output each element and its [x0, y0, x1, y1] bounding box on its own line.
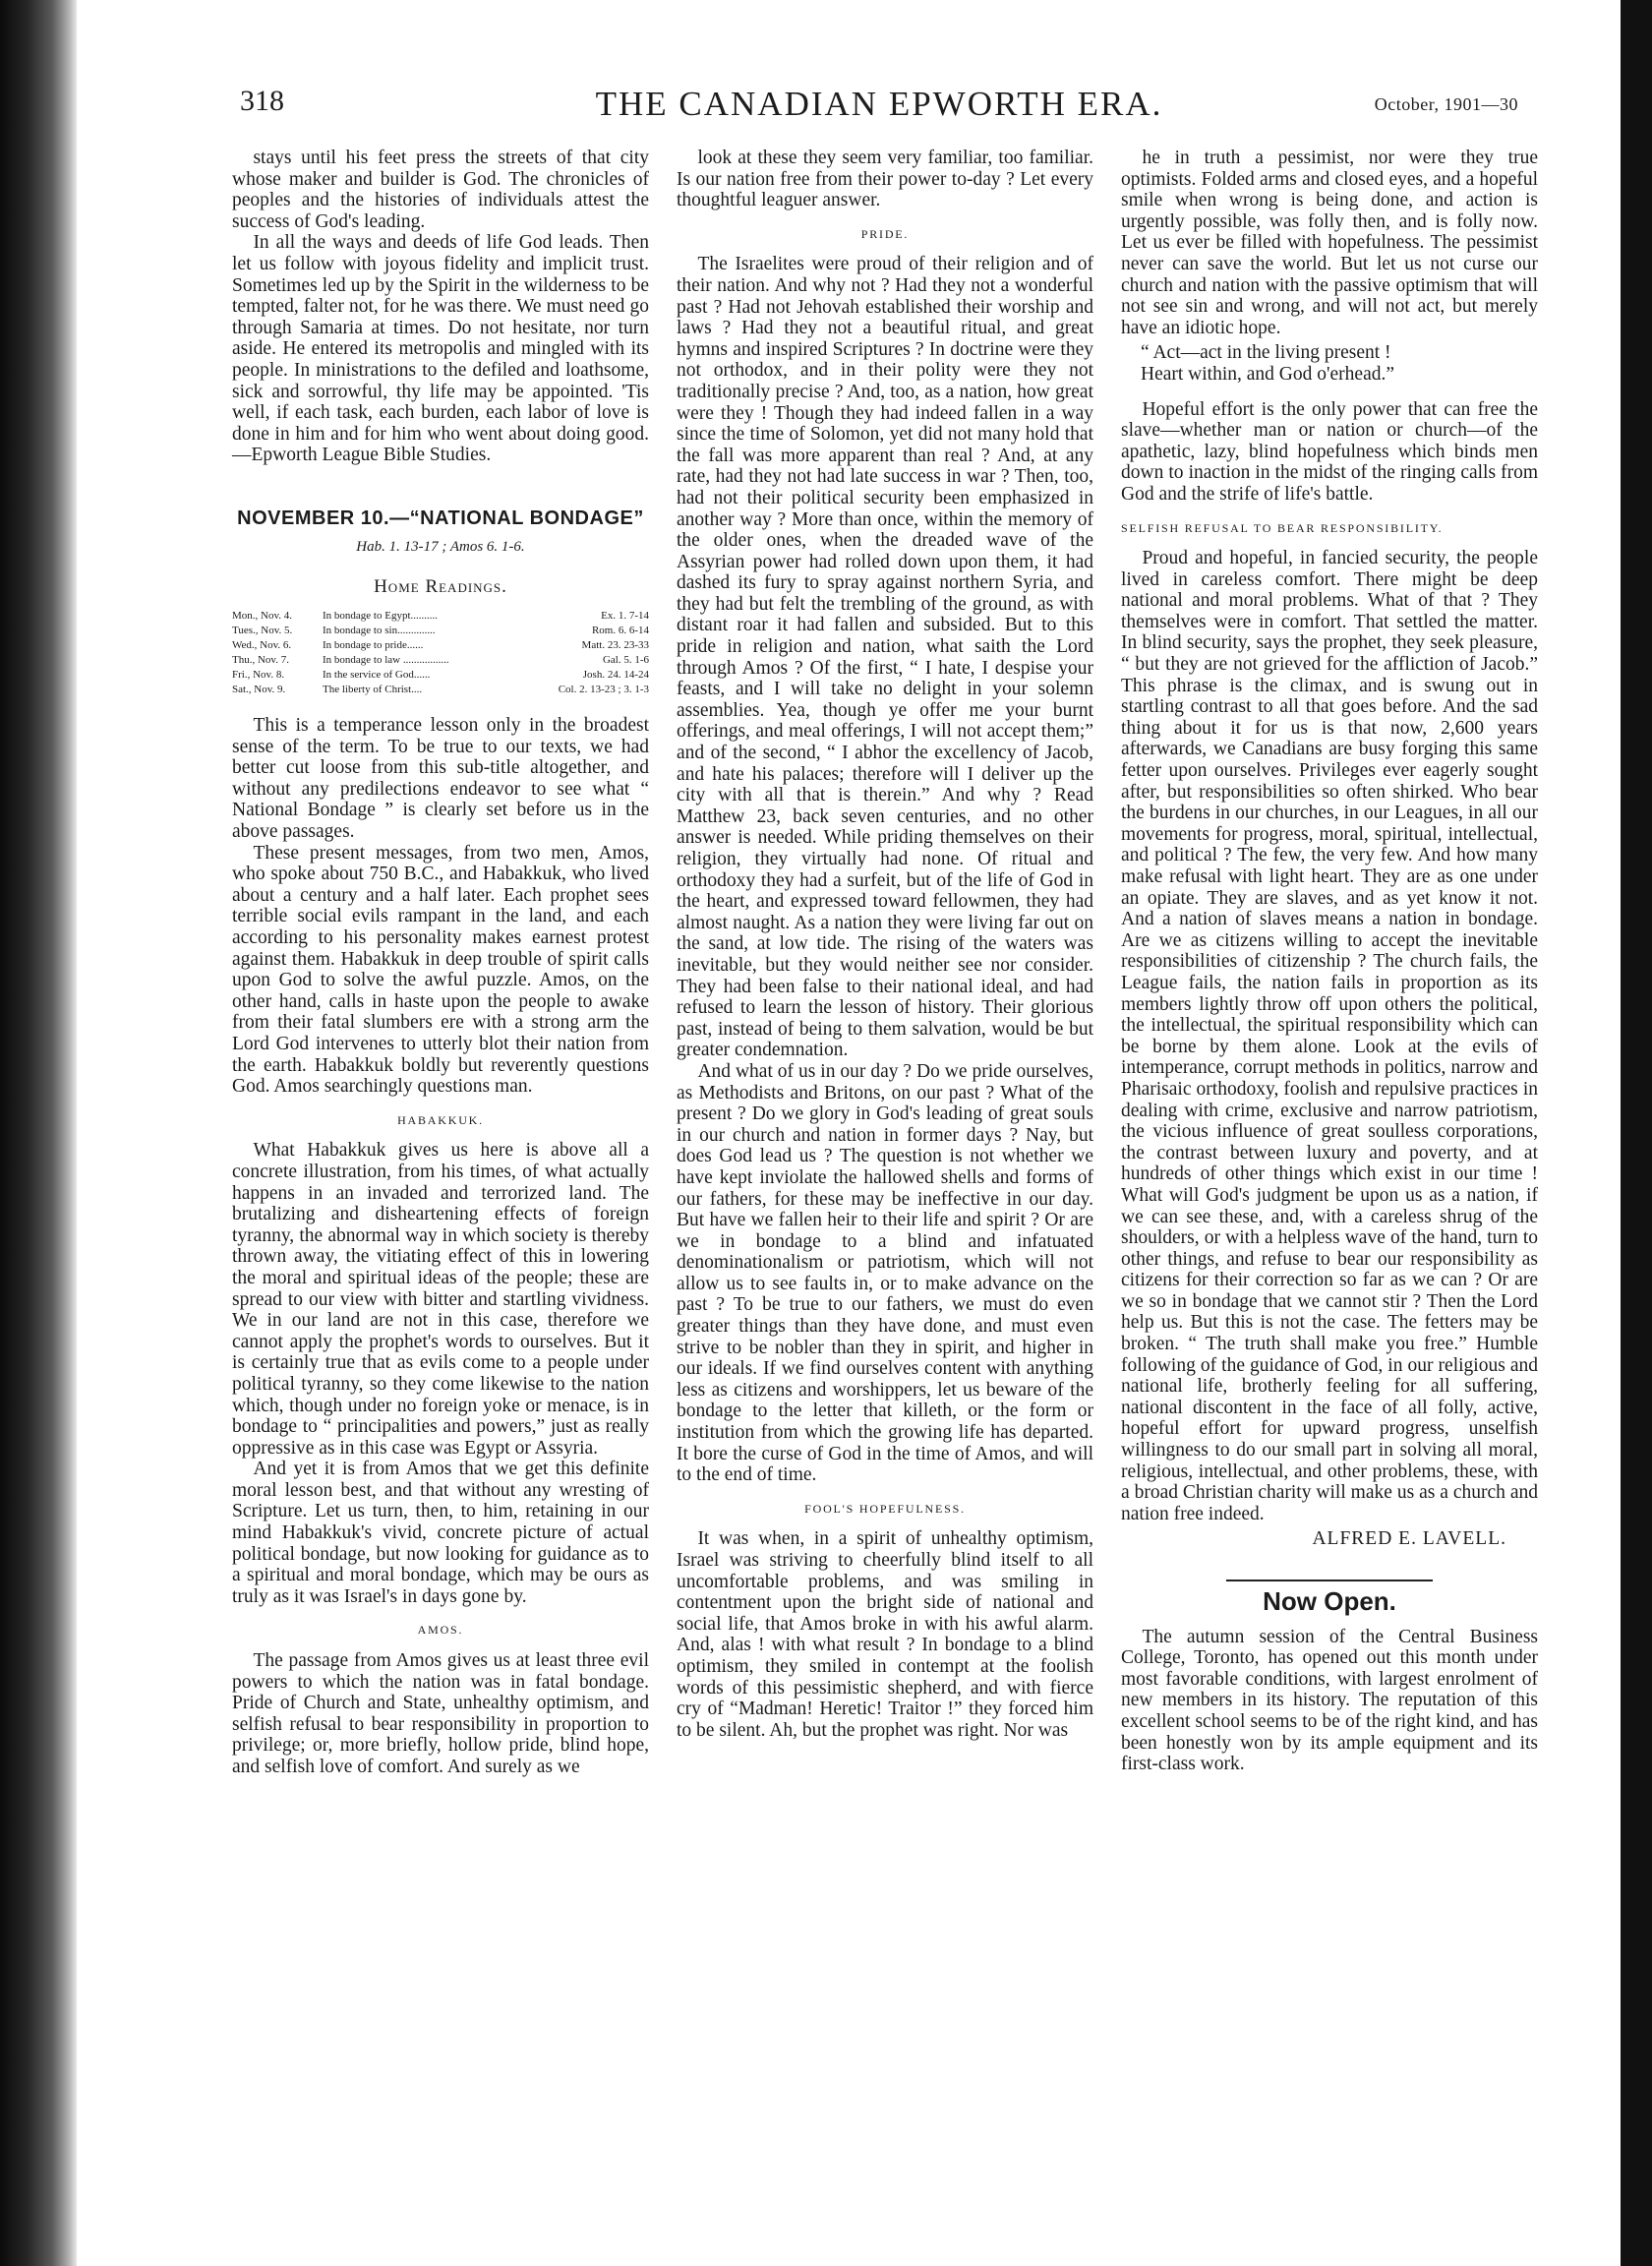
- reading-ref: Col. 2. 13-23 ; 3. 1-3: [558, 684, 649, 696]
- column-3: [1121, 148, 1538, 1775]
- table-row: [232, 624, 649, 638]
- notice-heading: Now Open.: [1263, 1586, 1396, 1616]
- reading-text: In bondage to Egypt..........: [323, 610, 439, 623]
- journal-title: THE CANADIAN EPWORTH ERA.: [595, 85, 1163, 123]
- home-readings-table: [232, 609, 649, 697]
- paragraph: The passage from Amos gives us at least three evil powers to which the nation was in fatal bondage. Pride of Church and State, unhealthy optimism, and selfish refusal to bear responsibility in proportion to privilege; or, more briefly, hollow pride, blind hope, and selfish love of comfort. And surely as we: [232, 1650, 649, 1777]
- paragraph: The autumn session of the Central Business College, Toronto, has opened out this month under most favorable conditions, with largest enrolment of new members in its history. The reputation of this excellent school seems to be of the right kind, and has been honestly won by its ample equipment and its first-class work.: [1121, 1626, 1538, 1775]
- section-heading-amos: AMOS.: [417, 1623, 464, 1638]
- reading-day: Tues., Nov. 5.: [232, 625, 293, 637]
- paragraph: And yet it is from Amos that we get this definite moral lesson best, and that without any wresting of Scripture. Let us turn, then, to him, retaining in our mind Habakkuk's vivid, concrete picture of actual political bondage, but now looking for guidance as to a spiritual and moral bondage, which may be ours as truly as it was Israel's in days gone by.: [232, 1459, 649, 1607]
- lesson-scripture-refs: Hab. 1. 13-17 ; Amos 6. 1-6.: [356, 538, 525, 555]
- poem-line: Heart within, and God o'erhead.”: [1141, 363, 1395, 385]
- paragraph: These present messages, from two men, Amos, who spoke about 750 B.C., and Habakkuk, who lived about a century and a half later. Each prophet sees terrible social evils rampant in the land, and each according to his personality makes earnest protest against them. Habakkuk in deep trouble of spirit calls upon God to solve the awful puzzle. Amos, on the other hand, calls in haste upon the people to awake from their fatal slumbers ere with a strong arm the Lord God intervenes to utterly blot their nation from the earth. Habakkuk boldly but reverently questions God. Amos searchingly questions man.: [232, 842, 649, 1098]
- lesson-heading: NOVEMBER 10.—“NATIONAL BONDAGE”: [237, 507, 644, 529]
- reading-ref: Gal. 5. 1-6: [602, 654, 649, 667]
- reading-ref: Ex. 1. 7-14: [601, 610, 649, 623]
- reading-ref: Matt. 23. 23-33: [581, 639, 649, 652]
- table-row: [232, 609, 649, 624]
- paragraph: he in truth a pessimist, nor were they true optimists. Folded arms and closed eyes, and a hopeful smile when wrong is being done, and action is urgently possible, was folly then, and is folly now. Let us ever be filled with hopefulness. The pessimist never can save the world. But let us not curse our church and nation with the passive optimism that will not see sin and wrong, and will not act, but merely have an idiotic hope.: [1121, 148, 1538, 338]
- author-signature: ALFRED E. LAVELL.: [1312, 1528, 1506, 1550]
- paragraph: And what of us in our day ? Do we pride ourselves, as Methodists and Britons, on our past ? What of the present ? Do we glory in God's leading of great souls in our church and nation in former days ? Nay, but does God lead us ? The question is not whether we have kept inviolate the hallowed shells and forms of our fathers, for these may be ineffective in our day. But have we fallen heir to their life and spirit ? Or are we in bondage to a blind and infatuated denominationalism or patriotism, which will not allow us to see faults in, or to make advance on the past ? To be true to our fathers, we must do even greater things than they have done, and must even strive to be nobler than they in spirit, and higher in our ideals. If we find ourselves content with anything less as citizens and worshippers, let us beware of the bondage to the letter that killeth, or the form or institution from which the growing life has departed. It bore the curse of God in the time of Amos, and will to the end of time.: [677, 1060, 1093, 1486]
- poem-quote: [1121, 342, 1538, 385]
- paragraph: Proud and hopeful, in fancied security, the people lived in careless comfort. There might be deep national and moral problems. What of that ? They themselves were in comfort. That settled the matter. In blind security, says the prophet, they seek pleasure, “ but they are not grieved for the affliction of Jacob.” This phrase is the climax, and is swung out in startling contrast to all that goes before. And the sad thing about it for us is that now, 2,600 years afterwards, we Canadians are busy forging this same fetter upon ourselves. Privileges ever eagerly sought after, but responsibilities so often shirked. Who bear the burdens in our churches, in our Leagues, in all our movements for progress, moral, spiritual, intellectual, and political ? The few, the very few. And how many make refusal with light heart. They are as one under an opiate. They are slaves, and as yet know it not. And a nation of slaves means a nation in bondage. Are we as citizens willing to accept the inevitable responsibilities of citizenship ? The church fails, the League fails, the nation fails in proportion as its members lightly throw off upon others the political, the intellectual, the spiritual responsibility which can be borne by them alone. Look at the evils of intemperance, corrupt methods in politics, narrow and Pharisaic orthodoxy, foolish and repulsive practices in dealing with crime, exclusive and narrow patriotism, the vicious influence of great soulless corporations, the contrast between luxury and poverty, and at hundreds of other things which exist in our time ! What will God's judgment be upon us as a nation, if we can see these, and, with a careless shrug of the shoulders, or with a helpless wave of the hand, turn to other things, and refuse to bear our responsibility as citizens for their correction so far as we can ? Or are we so in bondage that we cannot stir ? Then the Lord help us. But this is not the case. The fetters may be broken. “ The truth shall make you free.” Humble following of the guidance of God, in our religious and national life, brotherly feeling for all suffering, national discontent in the face of all folly, active, hopeful effort for upward progress, unselfish willingness to do our small part in solving all moral, religious, intellectual, and other problems, these, with a broad Christian charity will make us as a church and nation free indeed.: [1121, 548, 1538, 1524]
- reading-day: Sat., Nov. 9.: [232, 684, 286, 696]
- table-row: [232, 638, 649, 653]
- section-heading-fools-hopefulness: FOOL'S HOPEFULNESS.: [804, 1501, 966, 1516]
- divider-rule: [1226, 1580, 1433, 1581]
- reading-text: In the service of God......: [323, 669, 431, 682]
- book-binding-edge: [0, 0, 77, 2266]
- issue-date: October, 1901—30: [1374, 94, 1518, 114]
- paragraph: What Habakkuk gives us here is above all a concrete illustration, from his times, of what actually happens in an invaded and terrorized land. The brutalizing and disheartening effects of foreign tyranny, the abnormal way in which society is thereby thrown away, the vitiating effect of this in lowering the moral and spiritual ideas of the people; these are spread to our view with bitter and startling vividness. We in our land are not in this case, therefore we cannot apply the prophet's words to ourselves. But it is certainly true that as evils come to a people under political tyranny, so they come likewise to the nation which, though under no foreign yoke or menace, is in bondage to “ principalities and powers,” just as really oppressive as in this case was Egypt or Assyria.: [232, 1140, 649, 1459]
- paragraph: Hopeful effort is the only power that can free the slave—whether man or nation or church—of the apathetic, lazy, blind hopefulness which binds men down to inaction in the midst of the ringing calls from God and the strife of life's battle.: [1121, 398, 1538, 505]
- poem-line: “ Act—act in the living present !: [1141, 342, 1391, 364]
- running-header: [240, 85, 1518, 128]
- paragraph: This is a temperance lesson only in the broadest sense of the term. To be true to our texts, we had better cut loose from this sub-title altogether, and without any predilections endeavor to see what “ National Bondage ” is clearly set before us in the above passages.: [232, 715, 649, 843]
- page-number: 318: [240, 85, 284, 117]
- reading-day: Wed., Nov. 6.: [232, 639, 292, 652]
- reading-text: In bondage to law .................: [323, 654, 449, 667]
- section-heading-selfish-refusal: SELFISH REFUSAL TO BEAR RESPONSIBILITY.: [1121, 520, 1444, 535]
- reading-text: The liberty of Christ....: [323, 684, 423, 696]
- reading-day: Thu., Nov. 7.: [232, 654, 289, 667]
- section-heading-habakkuk: HABAKKUK.: [397, 1112, 484, 1127]
- journal-page: [232, 0, 1538, 2266]
- home-readings-title: Home Readings.: [374, 575, 507, 597]
- column-2: [677, 148, 1093, 1741]
- table-row: [232, 653, 649, 668]
- reading-day: Fri., Nov. 8.: [232, 669, 285, 682]
- section-heading-pride: PRIDE.: [860, 226, 910, 241]
- paragraph: The Israelites were proud of their religion and of their nation. And why not ? Had they not a wonderful past ? Had not Jehovah established their worship and laws ? Had they not a beautiful ritual, and great hymns and inspired Scriptures ? In doctrine were they not orthodox, and in their polity were they not traditionally precise ? And, too, as a nation, how great were they ! Though they had indeed fallen in a way since the time of Solomon, yet did not many hold that the fall was more apparent than real ? And, at any rate, had they not had late success in war ? Then, too, had not their political security been emphasized in another way ? More than once, within the memory of the older ones, when the dreaded wave of the Assyrian power had rolled down upon them, it had dashed its fury to spray against northern Syria, and they had but felt the trembling of the ground, as with distant roar it had fallen and subsided. But to this pride in religion and nation, what saith the Lord through Amos ? Of the first, “ I hate, I despise your feasts, and I will take no delight in your solemn assemblies. Yea, though ye offer me your burnt offerings, and meal offerings, I will not accept them;” and of the second, “ I abhor the excellency of Jacob, and hate his palaces; therefore will I deliver up the city with all that is therein.” And why ? Read Matthew 23, back seven centuries, and no other answer is needed. While priding themselves on their religion, they virtually had none. Of ritual and orthodoxy they had a surfeit, but of the life of God in the heart, and expressed toward fellowmen, they had almost naught. As a nation they were living far out on the sand, at low tide. The rising of the waters was inevitable, but they would neither see nor consider. They had been false to their national ideal, and had refused to learn the lesson of history. Their glorious past, instead of being to them salvation, would be but greater condemnation.: [677, 254, 1093, 1061]
- paragraph: look at these they seem very familiar, too familiar. Is our nation free from their power to-day ? Let every thoughtful leaguer answer.: [677, 148, 1093, 211]
- reading-ref: Josh. 24. 14-24: [582, 669, 649, 682]
- column-1: [232, 148, 649, 1778]
- paragraph: stays until his feet press the streets of that city whose maker and builder is God. The chronicles of peoples and the histories of individuals attest the success of God's leading.: [232, 148, 649, 232]
- paragraph: It was when, in a spirit of unhealthy optimism, Israel was striving to cheerfully blind itself to all uncomfortable problems, and was smiling in contentment upon the bright side of national and social life, that Amos broke in with his awful alarm. And, alas ! with what result ? In bondage to a blind optimism, they smiled in contempt at the foolish words of this pessimistic shepherd, and with fierce cry of “Madman! Heretic! Traitor !” they forced him to be silent. Ah, but the prophet was right. Nor was: [677, 1528, 1093, 1741]
- reading-text: In bondage to sin..............: [323, 625, 436, 637]
- reading-ref: Rom. 6. 6-14: [591, 625, 649, 637]
- reading-day: Mon., Nov. 4.: [232, 610, 293, 623]
- paragraph: In all the ways and deeds of life God leads. Then let us follow with joyous fidelity and implicit trust. Sometimes led up by the Spirit in the wilderness to be tempted, falter not, for he was there. We must need go through Samaria at times. Do not hesitate, nor turn aside. He entered its metropolis and mingled with its people. In ministrations to the defiled and loathsome, sick and sorrowful, thy life may be appointed. 'Tis well, if each task, each burden, each labor of love is done in him and for him who went about doing good.—Epworth League Bible Studies.: [232, 232, 649, 466]
- reading-text: In bondage to pride......: [323, 639, 424, 652]
- table-row: [232, 683, 649, 697]
- table-row: [232, 668, 649, 683]
- facing-page-edge: [1621, 0, 1652, 2266]
